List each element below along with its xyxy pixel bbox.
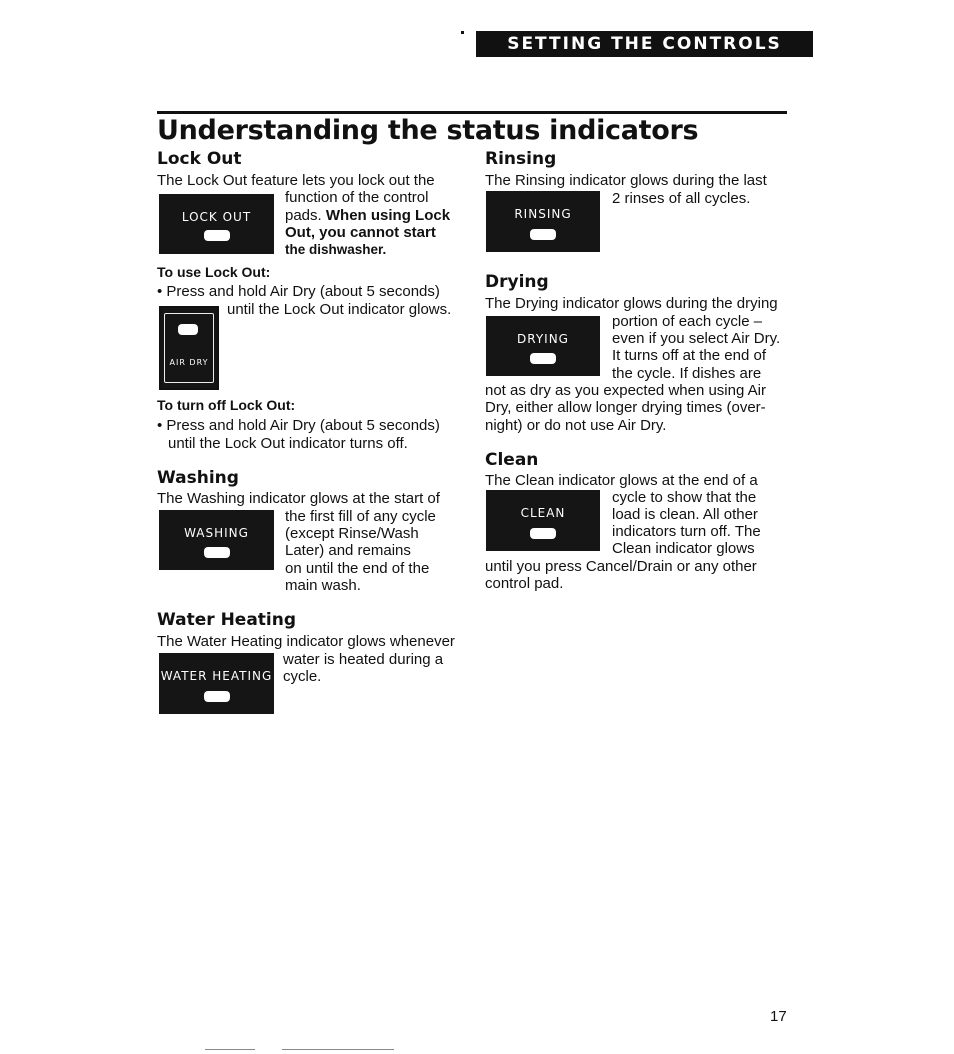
clean-text-3: load is clean. All other: [612, 506, 758, 523]
clean-heading: Clean: [485, 450, 539, 470]
turn-off-step: • Press and hold Air Dry (about 5 seconds): [157, 417, 440, 434]
drying-text-4: It turns off at the end of: [612, 347, 766, 364]
drying-text-6: not as dry as you expected when using Air: [485, 382, 767, 399]
title-rule: [157, 111, 787, 114]
drying-text-8: night) or do not use Air Dry.: [485, 417, 667, 434]
air-dry-pad-illustration: [159, 306, 219, 390]
washing-text-3: (except Rinse/Wash: [285, 525, 419, 542]
drying-heading: Drying: [485, 272, 549, 292]
water-heating-text-3: cycle.: [283, 668, 322, 685]
scan-artifact-line: [282, 1049, 394, 1050]
banner-mark: [461, 31, 464, 34]
lock-out-text-2: function of the control: [285, 189, 429, 206]
rinsing-text-1: The Rinsing indicator glows during the last: [485, 172, 767, 189]
washing-text-2: the first fill of any cycle: [285, 508, 436, 525]
drying-text-3: even if you select Air Dry.: [612, 330, 781, 347]
washing-text-4: Later) and remains: [285, 542, 411, 559]
drying-text-5: the cycle. If dishes are: [612, 365, 762, 382]
to-turn-off-lock-out-heading: To turn off Lock Out:: [157, 397, 296, 413]
to-use-lock-out-step-cont: until the Lock Out indicator glows.: [227, 301, 452, 318]
turn-off-step-cont: until the Lock Out indicator turns off.: [168, 435, 408, 452]
lock-out-indicator-panel: [159, 194, 274, 254]
lock-out-text-1: The Lock Out feature lets you lock out the: [157, 172, 435, 189]
rinsing-text-2: 2 rinses of all cycles.: [612, 190, 751, 207]
clean-text-4: indicators turn off. The: [612, 523, 761, 540]
air-dry-label: AIR DRY: [169, 358, 209, 367]
rinsing-heading: Rinsing: [485, 149, 557, 169]
drying-panel-label: DRYING: [517, 332, 569, 346]
washing-text-1: The Washing indicator glows at the start of: [157, 490, 440, 507]
water-heating-text-2: water is heated during a: [283, 651, 444, 668]
to-use-lock-out-step: • Press and hold Air Dry (about 5 seconds): [157, 283, 440, 300]
indicator-light-icon: [530, 229, 556, 240]
indicator-light-icon: [204, 230, 230, 241]
water-heating-text-1: The Water Heating indicator glows whenever: [157, 633, 455, 650]
page-number: 17: [770, 1008, 787, 1025]
lock-out-heading: Lock Out: [157, 149, 242, 169]
clean-text-2: cycle to show that the: [612, 489, 757, 506]
lock-out-panel-label: LOCK OUT: [181, 210, 252, 224]
water-heating-panel-label: WATER HEATING: [160, 669, 273, 683]
water-heating-indicator-panel: [159, 653, 274, 714]
rinsing-indicator-panel: [486, 191, 600, 252]
air-dry-light-icon: [178, 324, 198, 335]
indicator-light-icon: [204, 691, 230, 702]
water-heating-heading: Water Heating: [157, 610, 297, 630]
washing-text-5: on until the end of the: [285, 560, 430, 577]
drying-text-2: portion of each cycle –: [612, 313, 763, 330]
washing-text-6: main wash.: [285, 577, 361, 594]
drying-indicator-panel: [486, 316, 600, 376]
washing-heading: Washing: [157, 468, 239, 488]
rinsing-panel-label: RINSING: [514, 207, 572, 221]
scan-artifact-line: [205, 1049, 255, 1050]
section-banner: SETTING THE CONTROLS: [476, 31, 813, 57]
page-title: Understanding the status indicators: [157, 115, 699, 146]
drying-text-1: The Drying indicator glows during the drying: [485, 295, 778, 312]
lock-out-text-4: Out, you cannot start: [285, 224, 436, 241]
indicator-light-icon: [530, 353, 556, 364]
clean-text-1: The Clean indicator glows at the end of a: [485, 472, 758, 489]
clean-text-5: Clean indicator glows: [612, 540, 755, 557]
washing-panel-label: WASHING: [184, 526, 249, 540]
clean-text-7: control pad.: [485, 575, 564, 592]
clean-indicator-panel: [486, 490, 600, 551]
lock-out-text-3: pads. When using Lock: [285, 207, 451, 224]
drying-text-7: Dry, either allow longer drying times (over-: [485, 399, 766, 416]
to-use-lock-out-heading: To use Lock Out:: [157, 264, 271, 280]
lock-out-text-5: the dishwasher.: [285, 242, 387, 257]
indicator-light-icon: [204, 547, 230, 558]
clean-panel-label: CLEAN: [520, 506, 566, 520]
washing-indicator-panel: [159, 510, 274, 570]
indicator-light-icon: [530, 528, 556, 539]
clean-text-6: until you press Cancel/Drain or any other: [485, 558, 757, 575]
